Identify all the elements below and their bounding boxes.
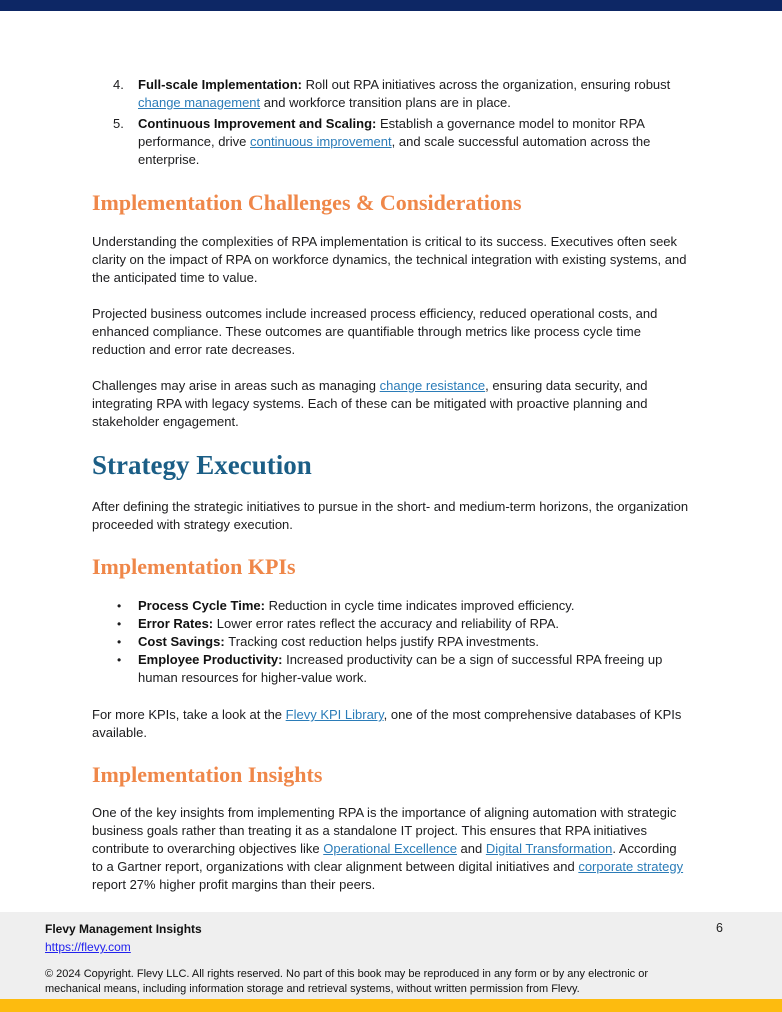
footer-brand-title: Flevy Management Insights (45, 922, 202, 936)
text-run: One of the key insights from implementing RPA is the importance of aligning automation with strategic business goals rather than treating it as a standalone IT project. This ensures that RPA initiatives contribute to overarching objectives like (92, 805, 677, 856)
bullet-text (138, 615, 690, 633)
inline-link[interactable]: Digital Transformation (485, 841, 613, 856)
paragraph-challenges (92, 377, 690, 431)
list-item-text (138, 115, 690, 169)
bold-lead-in: Error Rates: (138, 616, 217, 631)
bold-lead-in: Continuous Improvement and Scaling: (138, 116, 380, 131)
bold-lead-in: Process Cycle Time: (138, 598, 269, 613)
text-run: and (456, 841, 486, 856)
page-footer (0, 912, 782, 999)
page-number: 6 (716, 921, 723, 935)
inline-link[interactable]: corporate strategy (578, 859, 684, 874)
inline-link[interactable]: change management (138, 95, 261, 110)
bold-lead-in: Employee Productivity: (138, 652, 287, 667)
text-run: After defining the strategic initiatives to pursue in the short- and medium-term horizons, the organization proceeded with strategy execution. (92, 499, 689, 532)
text-run: For more KPIs, take a look at the (92, 707, 286, 722)
section-heading-implementation-kpis: Implementation KPIs (92, 554, 296, 579)
bottom-accent-bar (0, 999, 782, 1012)
bullet-text (138, 633, 690, 651)
text-run: . According to a Gartner report, organizations with clear alignment between digital initiatives and (92, 841, 677, 874)
text-run: Projected business outcomes include increased process efficiency, reduced operational costs, and enhanced compliance. These outcomes are quantifiable through metrics like process cycle time reduction and error rate decreases. (92, 306, 658, 357)
text-run: , ensuring data security, and integrating RPA with legacy systems. Each of these can be mitigated with proactive planning and stakeholder engagement. (92, 378, 648, 429)
list-item (92, 115, 690, 169)
text-run: Establish a governance model to monitor RPA performance, drive (138, 116, 645, 149)
paragraph-insights (92, 804, 690, 894)
inline-link[interactable]: Operational Excellence (323, 841, 457, 856)
kpi-bullet-list (92, 597, 690, 687)
footer-top-row (45, 921, 723, 956)
numbered-list (92, 76, 690, 169)
bullet-item (92, 651, 690, 687)
bullet-item (92, 615, 690, 633)
bullet-item (92, 597, 690, 615)
section-heading-strategy-execution: Strategy Execution (92, 450, 312, 480)
footer-brand-block (45, 921, 202, 956)
text-run: Tracking cost reduction helps justify RPA investments. (228, 634, 539, 649)
bullet-icon: • (117, 617, 122, 631)
bullet-text (138, 651, 690, 687)
copyright-text: © 2024 Copyright. Flevy LLC. All rights reserved. No part of this book may be reproduced in any form or by any electronic or mechanical means, including information storage and retrieval systems, without written permission from Flevy. (45, 968, 649, 995)
bullet-item (92, 633, 690, 651)
text-run: Increased productivity can be a sign of successful RPA freeing up human resources for higher-value work. (138, 652, 663, 685)
list-item-number: 4. (113, 77, 124, 92)
top-accent-bar (0, 0, 782, 11)
text-run: report 27% higher profit margins than their peers. (92, 877, 376, 892)
paragraph-projected-outcomes (92, 305, 690, 359)
document-page (0, 11, 782, 912)
text-run: , one of the most comprehensive databases of KPIs available. (92, 707, 682, 740)
inline-link[interactable]: change resistance (379, 378, 486, 393)
bold-lead-in: Cost Savings: (138, 634, 229, 649)
paragraph-after-defining (92, 498, 690, 534)
list-item (92, 76, 690, 112)
text-run: Lower error rates reflect the accuracy and reliability of RPA. (216, 616, 559, 631)
section-heading-implementation-insights: Implementation Insights (92, 762, 323, 787)
text-run: Roll out RPA initiatives across the organization, ensuring robust (305, 77, 671, 92)
paragraph-understanding (92, 233, 690, 287)
text-run: and workforce transition plans are in place. (260, 95, 511, 110)
bold-lead-in: Full-scale Implementation: (138, 77, 306, 92)
text-run: Reduction in cycle time indicates improved efficiency. (268, 598, 575, 613)
paragraph-more-kpis (92, 706, 690, 742)
text-run: Understanding the complexities of RPA implementation is critical to its success. Executives often seek clarity on the impact of RPA on workforce dynamics, the technical integration with existing systems, and the anticipated time to value. (92, 234, 687, 285)
list-item-text (138, 76, 690, 112)
text-run: Challenges may arise in areas such as managing (92, 378, 380, 393)
text-run: , and scale successful automation across the enterprise. (138, 134, 651, 167)
bullet-text (138, 597, 690, 615)
bullet-icon: • (117, 599, 122, 613)
footer-flevy-link[interactable]: https://flevy.com (45, 940, 131, 954)
bullet-icon: • (117, 653, 122, 667)
bullet-icon: • (117, 635, 122, 649)
inline-link[interactable]: Flevy KPI Library (285, 707, 384, 722)
section-heading-implementation-challenges: Implementation Challenges & Considerations (92, 190, 522, 215)
list-item-number: 5. (113, 116, 124, 131)
inline-link[interactable]: continuous improvement (250, 134, 392, 149)
